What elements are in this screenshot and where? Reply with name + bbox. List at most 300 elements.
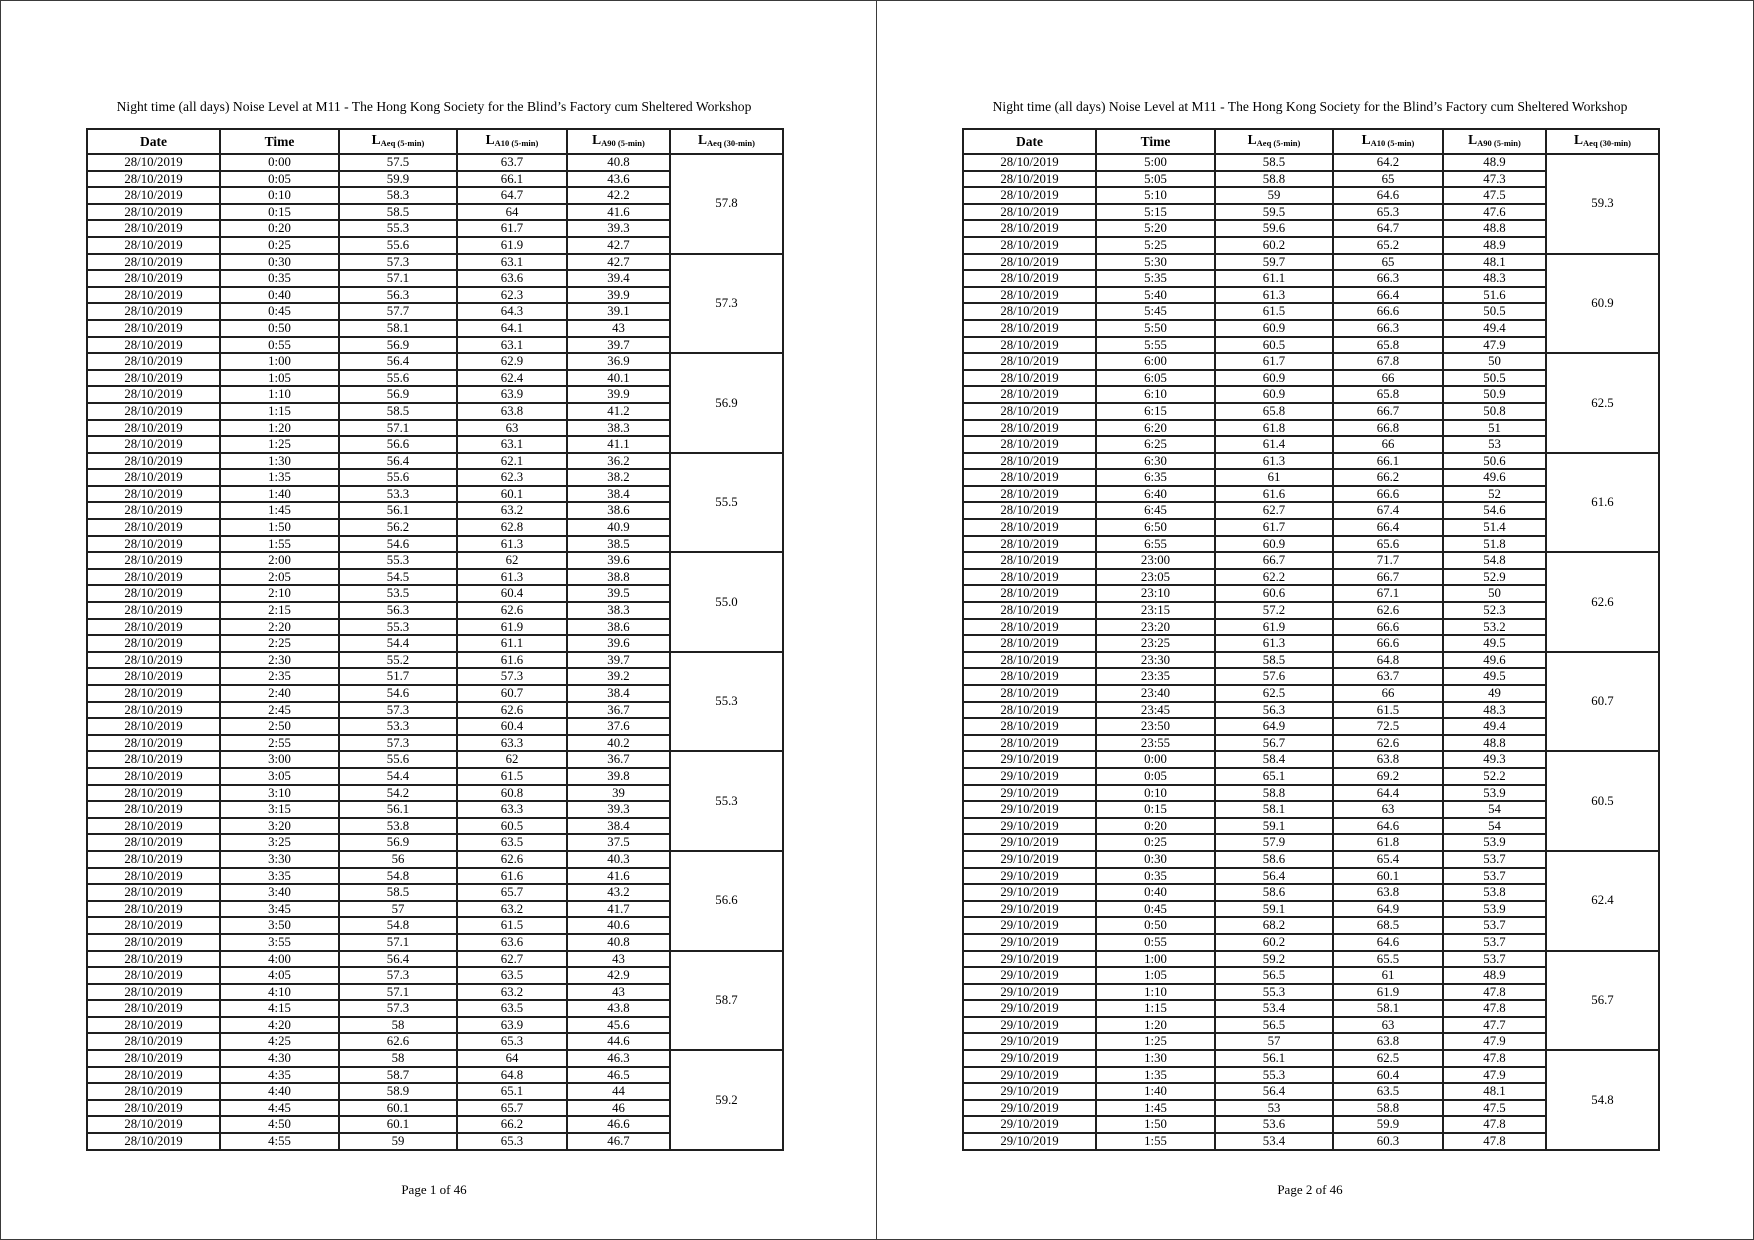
la10-cell: 65.3	[457, 1133, 567, 1150]
laeq5-cell: 56.1	[339, 502, 457, 519]
time-cell: 1:20	[220, 420, 339, 437]
laeq5-cell: 57.2	[1215, 602, 1333, 619]
noise-level-table	[962, 128, 1660, 1151]
la90-cell: 39.9	[567, 386, 670, 403]
laeq5-cell: 56.4	[339, 951, 457, 968]
la10-cell: 63.9	[457, 1017, 567, 1034]
date-cell: 28/10/2019	[87, 818, 220, 835]
column-header-subscript: Aeq (30-min)	[707, 138, 755, 148]
date-cell: 28/10/2019	[963, 337, 1096, 354]
la10-cell: 63.8	[457, 403, 567, 420]
date-cell: 28/10/2019	[87, 1133, 220, 1150]
la90-cell: 39.6	[567, 552, 670, 569]
time-cell: 1:30	[220, 453, 339, 470]
la10-cell: 64.6	[1333, 818, 1443, 835]
la90-cell: 48.3	[1443, 270, 1546, 287]
table-row	[963, 552, 1659, 569]
la90-cell: 51.6	[1443, 287, 1546, 304]
la10-cell: 61.7	[457, 220, 567, 237]
laeq5-cell: 54.4	[339, 635, 457, 652]
laeq5-cell: 61.1	[1215, 270, 1333, 287]
la90-cell: 47.8	[1443, 1133, 1546, 1150]
la10-cell: 63.8	[1333, 1033, 1443, 1050]
la10-cell: 64.3	[457, 303, 567, 320]
la90-cell: 53.9	[1443, 901, 1546, 918]
column-header-date: Date	[87, 129, 220, 154]
date-cell: 28/10/2019	[963, 569, 1096, 586]
la10-cell: 65.8	[1333, 337, 1443, 354]
date-cell: 29/10/2019	[963, 851, 1096, 868]
la90-cell: 48.9	[1443, 237, 1546, 254]
date-cell: 28/10/2019	[87, 934, 220, 951]
table-row	[87, 552, 783, 569]
la10-cell: 66.2	[1333, 469, 1443, 486]
la10-cell: 63.3	[457, 735, 567, 752]
time-cell: 3:05	[220, 768, 339, 785]
la90-cell: 52.9	[1443, 569, 1546, 586]
date-cell: 28/10/2019	[963, 469, 1096, 486]
time-cell: 0:55	[1096, 934, 1215, 951]
la10-cell: 63.5	[1333, 1083, 1443, 1100]
date-cell: 28/10/2019	[963, 370, 1096, 387]
laeq5-cell: 66.7	[1215, 552, 1333, 569]
laeq5-cell: 56.1	[1215, 1050, 1333, 1067]
time-cell: 23:00	[1096, 552, 1215, 569]
date-cell: 28/10/2019	[87, 536, 220, 553]
la10-cell: 63.2	[457, 502, 567, 519]
time-cell: 23:20	[1096, 619, 1215, 636]
la10-cell: 67.8	[1333, 353, 1443, 370]
la90-cell: 50	[1443, 353, 1546, 370]
column-header-time: Time	[1096, 129, 1215, 154]
date-cell: 28/10/2019	[87, 1083, 220, 1100]
time-cell: 0:15	[1096, 801, 1215, 818]
laeq5-cell: 57	[1215, 1033, 1333, 1050]
column-header-la90-5min: LA90 (5-min)	[567, 129, 670, 154]
la90-cell: 40.6	[567, 917, 670, 934]
la10-cell: 71.7	[1333, 552, 1443, 569]
table-row	[87, 353, 783, 370]
date-cell: 28/10/2019	[87, 868, 220, 885]
table-row	[87, 154, 783, 171]
date-cell: 29/10/2019	[963, 901, 1096, 918]
time-cell: 23:35	[1096, 668, 1215, 685]
laeq5-cell: 59.1	[1215, 901, 1333, 918]
la90-cell: 54	[1443, 818, 1546, 835]
la90-cell: 38.4	[567, 818, 670, 835]
la90-cell: 38.4	[567, 685, 670, 702]
laeq5-cell: 58	[339, 1050, 457, 1067]
date-cell: 28/10/2019	[87, 569, 220, 586]
time-cell: 1:10	[1096, 984, 1215, 1001]
date-cell: 28/10/2019	[963, 154, 1096, 171]
date-cell: 29/10/2019	[963, 1083, 1096, 1100]
la10-cell: 65.7	[457, 1100, 567, 1117]
date-cell: 29/10/2019	[963, 1100, 1096, 1117]
laeq5-cell: 62.2	[1215, 569, 1333, 586]
date-cell: 28/10/2019	[963, 453, 1096, 470]
time-cell: 3:45	[220, 901, 339, 918]
la10-cell: 62	[457, 751, 567, 768]
date-cell: 29/10/2019	[963, 1133, 1096, 1150]
laeq30-group-cell: 62.6	[1546, 552, 1659, 652]
page-footer: Page 2 of 46	[1277, 1181, 1343, 1197]
date-cell: 28/10/2019	[87, 502, 220, 519]
date-cell: 28/10/2019	[963, 552, 1096, 569]
date-cell: 29/10/2019	[963, 917, 1096, 934]
laeq5-cell: 59.9	[339, 171, 457, 188]
la10-cell: 65.1	[457, 1083, 567, 1100]
column-header-subscript: Aeq (30-min)	[1583, 138, 1631, 148]
la10-cell: 63	[457, 420, 567, 437]
date-cell: 28/10/2019	[87, 635, 220, 652]
la90-cell: 43.2	[567, 884, 670, 901]
date-cell: 28/10/2019	[87, 453, 220, 470]
time-cell: 0:20	[220, 220, 339, 237]
date-cell: 28/10/2019	[963, 635, 1096, 652]
laeq5-cell: 60.1	[339, 1100, 457, 1117]
la90-cell: 39.6	[567, 635, 670, 652]
la10-cell: 66.3	[1333, 270, 1443, 287]
la90-cell: 54.6	[1443, 502, 1546, 519]
laeq5-cell: 55.3	[339, 619, 457, 636]
la90-cell: 40.2	[567, 735, 670, 752]
la10-cell: 63.1	[457, 436, 567, 453]
date-cell: 28/10/2019	[87, 668, 220, 685]
la10-cell: 57.3	[457, 668, 567, 685]
date-cell: 29/10/2019	[963, 801, 1096, 818]
la10-cell: 63.3	[457, 801, 567, 818]
la10-cell: 66.1	[1333, 453, 1443, 470]
la90-cell: 49.4	[1443, 320, 1546, 337]
la10-cell: 63.6	[457, 270, 567, 287]
laeq30-group-cell: 60.5	[1546, 751, 1659, 851]
la90-cell: 36.2	[567, 453, 670, 470]
laeq30-group-cell: 55.5	[670, 453, 783, 553]
laeq5-cell: 56.3	[339, 602, 457, 619]
la90-cell: 47.8	[1443, 1050, 1546, 1067]
time-cell: 6:00	[1096, 353, 1215, 370]
date-cell: 28/10/2019	[87, 917, 220, 934]
la90-cell: 40.1	[567, 370, 670, 387]
date-cell: 28/10/2019	[963, 436, 1096, 453]
la10-cell: 69.2	[1333, 768, 1443, 785]
table-row	[963, 1050, 1659, 1067]
laeq5-cell: 55.2	[339, 652, 457, 669]
la90-cell: 52.3	[1443, 602, 1546, 619]
la10-cell: 58.8	[1333, 1100, 1443, 1117]
la90-cell: 50.5	[1443, 303, 1546, 320]
laeq5-cell: 53.8	[339, 818, 457, 835]
date-cell: 28/10/2019	[87, 1017, 220, 1034]
date-cell: 28/10/2019	[87, 585, 220, 602]
laeq30-group-cell: 57.8	[670, 154, 783, 254]
date-cell: 29/10/2019	[963, 1000, 1096, 1017]
date-cell: 28/10/2019	[87, 469, 220, 486]
laeq5-cell: 57.1	[339, 420, 457, 437]
laeq5-cell: 56.5	[1215, 967, 1333, 984]
laeq5-cell: 61.5	[1215, 303, 1333, 320]
time-cell: 1:20	[1096, 1017, 1215, 1034]
time-cell: 1:25	[1096, 1033, 1215, 1050]
laeq5-cell: 58.6	[1215, 884, 1333, 901]
la90-cell: 49.6	[1443, 469, 1546, 486]
laeq5-cell: 53.6	[1215, 1116, 1333, 1133]
laeq5-cell: 57.1	[339, 984, 457, 1001]
la10-cell: 60.4	[457, 718, 567, 735]
la90-cell: 36.7	[567, 702, 670, 719]
la90-cell: 53.8	[1443, 884, 1546, 901]
la90-cell: 43.8	[567, 1000, 670, 1017]
la90-cell: 51	[1443, 420, 1546, 437]
column-header-la10-5min: LA10 (5-min)	[457, 129, 567, 154]
laeq5-cell: 59.7	[1215, 254, 1333, 271]
date-cell: 28/10/2019	[87, 187, 220, 204]
la10-cell: 66.7	[1333, 569, 1443, 586]
date-cell: 28/10/2019	[87, 984, 220, 1001]
la90-cell: 47.9	[1443, 337, 1546, 354]
date-cell: 28/10/2019	[87, 851, 220, 868]
time-cell: 0:40	[220, 287, 339, 304]
la90-cell: 41.6	[567, 204, 670, 221]
date-cell: 28/10/2019	[87, 1000, 220, 1017]
time-cell: 4:45	[220, 1100, 339, 1117]
laeq5-cell: 53.3	[339, 718, 457, 735]
time-cell: 4:35	[220, 1067, 339, 1084]
time-cell: 0:20	[1096, 818, 1215, 835]
date-cell: 29/10/2019	[963, 884, 1096, 901]
laeq5-cell: 60.9	[1215, 536, 1333, 553]
table-row	[963, 353, 1659, 370]
laeq5-cell: 61.3	[1215, 287, 1333, 304]
la90-cell: 44.6	[567, 1033, 670, 1050]
time-cell: 6:05	[1096, 370, 1215, 387]
laeq5-cell: 56.6	[339, 436, 457, 453]
time-cell: 1:40	[220, 486, 339, 503]
laeq5-cell: 64.9	[1215, 718, 1333, 735]
table-row	[87, 254, 783, 271]
column-header-subscript: A90 (5-min)	[1477, 138, 1521, 148]
page-1-content	[86, 98, 782, 1198]
la10-cell: 62.6	[1333, 735, 1443, 752]
la10-cell: 61.1	[457, 635, 567, 652]
la10-cell: 61.9	[457, 619, 567, 636]
date-cell: 28/10/2019	[87, 1100, 220, 1117]
la90-cell: 38.6	[567, 502, 670, 519]
date-cell: 28/10/2019	[87, 785, 220, 802]
la90-cell: 53	[1443, 436, 1546, 453]
time-cell: 1:35	[1096, 1067, 1215, 1084]
la90-cell: 38.6	[567, 619, 670, 636]
la10-cell: 64.6	[1333, 934, 1443, 951]
time-cell: 4:25	[220, 1033, 339, 1050]
laeq5-cell: 56.4	[1215, 1083, 1333, 1100]
la10-cell: 61.6	[457, 652, 567, 669]
la10-cell: 66	[1333, 436, 1443, 453]
time-cell: 4:30	[220, 1050, 339, 1067]
time-cell: 2:15	[220, 602, 339, 619]
la90-cell: 46.7	[567, 1133, 670, 1150]
la10-cell: 64	[457, 204, 567, 221]
time-cell: 2:05	[220, 569, 339, 586]
date-cell: 29/10/2019	[963, 934, 1096, 951]
la90-cell: 51.8	[1443, 536, 1546, 553]
la90-cell: 38.2	[567, 469, 670, 486]
table-row	[87, 1050, 783, 1067]
laeq5-cell: 57.3	[339, 967, 457, 984]
la90-cell: 47.8	[1443, 1116, 1546, 1133]
laeq5-cell: 56.5	[1215, 1017, 1333, 1034]
la90-cell: 42.9	[567, 967, 670, 984]
time-cell: 1:10	[220, 386, 339, 403]
la90-cell: 39.8	[567, 768, 670, 785]
date-cell: 28/10/2019	[963, 237, 1096, 254]
la90-cell: 53.2	[1443, 619, 1546, 636]
la10-cell: 63.5	[457, 1000, 567, 1017]
laeq30-group-cell: 55.0	[670, 552, 783, 652]
date-cell: 28/10/2019	[963, 685, 1096, 702]
laeq5-cell: 59.6	[1215, 220, 1333, 237]
time-cell: 6:10	[1096, 386, 1215, 403]
la90-cell: 39.5	[567, 585, 670, 602]
la90-cell: 50	[1443, 585, 1546, 602]
laeq30-group-cell: 56.7	[1546, 951, 1659, 1051]
time-cell: 1:05	[1096, 967, 1215, 984]
la90-cell: 53.9	[1443, 834, 1546, 851]
date-cell: 28/10/2019	[87, 486, 220, 503]
laeq5-cell: 55.3	[339, 220, 457, 237]
date-cell: 28/10/2019	[87, 685, 220, 702]
laeq5-cell: 58.5	[339, 403, 457, 420]
laeq5-cell: 51.7	[339, 668, 457, 685]
la90-cell: 49.5	[1443, 635, 1546, 652]
laeq30-group-cell: 57.3	[670, 254, 783, 354]
time-cell: 1:00	[220, 353, 339, 370]
laeq30-group-cell: 61.6	[1546, 453, 1659, 553]
date-cell: 28/10/2019	[87, 702, 220, 719]
time-cell: 4:10	[220, 984, 339, 1001]
laeq5-cell: 55.6	[339, 370, 457, 387]
time-cell: 2:45	[220, 702, 339, 719]
time-cell: 3:55	[220, 934, 339, 951]
column-header-subscript: A10 (5-min)	[1370, 138, 1415, 148]
la90-cell: 43.6	[567, 171, 670, 188]
la90-cell: 40.9	[567, 519, 670, 536]
date-cell: 29/10/2019	[963, 1116, 1096, 1133]
date-cell: 29/10/2019	[963, 984, 1096, 1001]
time-cell: 3:40	[220, 884, 339, 901]
time-cell: 6:50	[1096, 519, 1215, 536]
table-row	[963, 254, 1659, 271]
time-cell: 23:55	[1096, 735, 1215, 752]
noise-level-table	[86, 128, 784, 1151]
time-cell: 23:40	[1096, 685, 1215, 702]
la90-cell: 38.3	[567, 602, 670, 619]
la10-cell: 64.8	[1333, 652, 1443, 669]
time-cell: 0:35	[220, 270, 339, 287]
time-cell: 0:25	[220, 237, 339, 254]
laeq5-cell: 60.9	[1215, 320, 1333, 337]
la90-cell: 53.7	[1443, 917, 1546, 934]
laeq5-cell: 58.5	[1215, 652, 1333, 669]
la10-cell: 62.8	[457, 519, 567, 536]
la90-cell: 43	[567, 951, 670, 968]
date-cell: 28/10/2019	[963, 652, 1096, 669]
la10-cell: 62	[457, 552, 567, 569]
la10-cell: 60.7	[457, 685, 567, 702]
time-cell: 2:40	[220, 685, 339, 702]
laeq5-cell: 57.3	[339, 702, 457, 719]
la90-cell: 41.7	[567, 901, 670, 918]
column-header-laeq-5min: LAeq (5-min)	[339, 129, 457, 154]
la90-cell: 48.9	[1443, 154, 1546, 171]
date-cell: 29/10/2019	[963, 785, 1096, 802]
time-cell: 23:25	[1096, 635, 1215, 652]
date-cell: 28/10/2019	[87, 602, 220, 619]
la90-cell: 41.2	[567, 403, 670, 420]
time-cell: 0:05	[1096, 768, 1215, 785]
la90-cell: 50.8	[1443, 403, 1546, 420]
laeq30-group-cell: 58.7	[670, 951, 783, 1051]
time-cell: 4:00	[220, 951, 339, 968]
time-cell: 2:20	[220, 619, 339, 636]
time-cell: 0:30	[220, 254, 339, 271]
laeq5-cell: 53.4	[1215, 1000, 1333, 1017]
laeq5-cell: 53.4	[1215, 1133, 1333, 1150]
date-cell: 28/10/2019	[87, 834, 220, 851]
la10-cell: 62.5	[1333, 1050, 1443, 1067]
date-cell: 28/10/2019	[87, 652, 220, 669]
laeq30-group-cell: 62.4	[1546, 851, 1659, 951]
la90-cell: 52	[1443, 486, 1546, 503]
la10-cell: 66.3	[1333, 320, 1443, 337]
time-cell: 0:45	[1096, 901, 1215, 918]
laeq5-cell: 57.9	[1215, 834, 1333, 851]
la10-cell: 62.6	[457, 702, 567, 719]
la10-cell: 63.8	[1333, 751, 1443, 768]
time-cell: 1:45	[1096, 1100, 1215, 1117]
la10-cell: 66.6	[1333, 486, 1443, 503]
time-cell: 5:10	[1096, 187, 1215, 204]
la10-cell: 63	[1333, 1017, 1443, 1034]
la10-cell: 60.5	[457, 818, 567, 835]
time-cell: 2:30	[220, 652, 339, 669]
time-cell: 6:15	[1096, 403, 1215, 420]
time-cell: 6:40	[1096, 486, 1215, 503]
laeq5-cell: 54.4	[339, 768, 457, 785]
la90-cell: 46.5	[567, 1067, 670, 1084]
date-cell: 28/10/2019	[87, 237, 220, 254]
time-cell: 2:25	[220, 635, 339, 652]
la90-cell: 39.7	[567, 337, 670, 354]
la10-cell: 61.5	[457, 768, 567, 785]
time-cell: 3:10	[220, 785, 339, 802]
laeq30-group-cell: 55.3	[670, 751, 783, 851]
time-cell: 23:50	[1096, 718, 1215, 735]
date-cell: 28/10/2019	[87, 801, 220, 818]
la10-cell: 66	[1333, 370, 1443, 387]
laeq5-cell: 57.6	[1215, 668, 1333, 685]
la10-cell: 72.5	[1333, 718, 1443, 735]
la90-cell: 36.7	[567, 751, 670, 768]
laeq5-cell: 55.6	[339, 469, 457, 486]
date-cell: 29/10/2019	[963, 751, 1096, 768]
la10-cell: 65.4	[1333, 851, 1443, 868]
time-cell: 6:55	[1096, 536, 1215, 553]
la10-cell: 63.2	[457, 901, 567, 918]
laeq5-cell: 65.1	[1215, 768, 1333, 785]
la10-cell: 63.1	[457, 337, 567, 354]
